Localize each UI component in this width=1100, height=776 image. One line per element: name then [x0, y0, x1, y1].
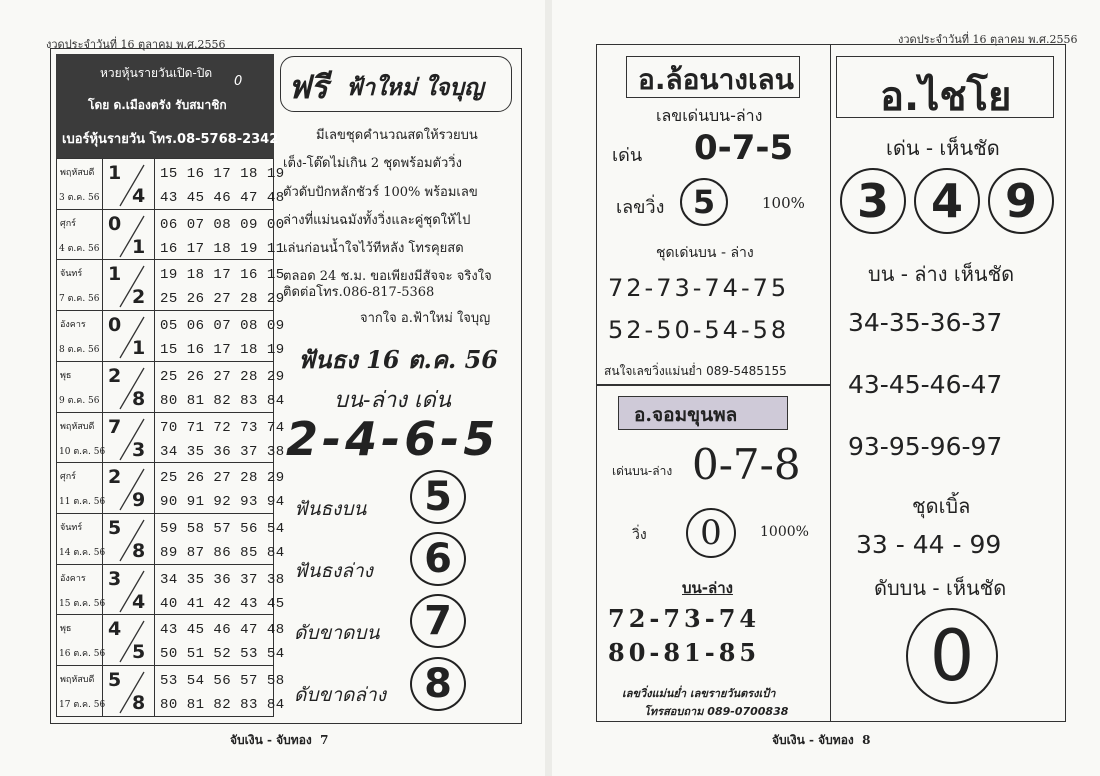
row-date: 3 ต.ค. 56	[59, 193, 100, 203]
row-digit-top: 1	[108, 263, 122, 286]
row-digit-bottom: 8	[132, 387, 146, 410]
row-day: ศุกร์	[60, 472, 76, 483]
run-percent: 100%	[762, 194, 805, 212]
row-digit-bottom: 2	[132, 286, 146, 309]
row-digit-top: 0	[108, 314, 122, 337]
digit-circle	[914, 168, 980, 234]
box2-divider	[596, 384, 830, 386]
row-numbers-top: 25 26 27 28 29	[160, 470, 285, 487]
row-numbers-top: 15 16 17 18 19	[160, 166, 285, 182]
row-digit-top: 5	[108, 669, 122, 691]
paragraph-line: ติดต่อโทร.086-817-5368	[283, 285, 435, 300]
row-digit-bottom: 3	[132, 438, 146, 461]
table-row	[56, 462, 285, 513]
column-divider	[830, 44, 831, 722]
kill-value: 0	[929, 615, 975, 697]
paragraph-line: มีเลขชุดคำนวณสดให้รวยบน	[316, 128, 478, 143]
box2-tb-label: บน-ล่าง	[682, 579, 733, 597]
page-number: 8	[862, 733, 871, 747]
dark-box-line1: หวยหุ้นรายวันเปิด-ปิด	[100, 66, 213, 80]
digit-value: 4	[930, 174, 963, 228]
kill-circle	[906, 608, 998, 704]
pick-label: ฟันธงบน	[294, 498, 367, 520]
row-day: ศุกร์	[60, 218, 76, 229]
free-title: ฟ้าใหม่ ใจบุญ	[346, 74, 484, 101]
double-label: ชุดเบิ้ล	[912, 494, 971, 518]
row-numbers-top: 70 71 72 73 74	[160, 419, 285, 436]
paragraph-line: เล่นก่อนน้ำใจไว้ทีหลัง โทรคุยสด	[283, 241, 464, 256]
row-date: 9 ต.ค. 56	[59, 395, 100, 406]
row-digit-top: 0	[108, 212, 122, 235]
row-digit-bottom: 5	[132, 641, 146, 664]
lead-label: เด่น	[612, 145, 643, 166]
pairs-label: ชุดเด่นบน - ล่าง	[656, 245, 754, 261]
row-numbers-bottom: 80 81 82 83 84	[160, 392, 285, 409]
pick-value: 8	[424, 661, 452, 707]
table-row	[56, 158, 285, 209]
row-numbers-bottom: 40 41 42 43 45	[160, 595, 285, 612]
right-footer	[772, 731, 871, 750]
table-row	[56, 564, 285, 615]
kill-label: ดับบน - เห็นชัด	[874, 576, 1007, 600]
row-digit-bottom: 8	[132, 692, 146, 714]
row-numbers-top: 34 35 36 37 38	[160, 571, 285, 588]
contact-line: สนใจเลขวิ่งแม่นย่ำ 089-5485155	[604, 364, 787, 378]
free-badge: ฟรี	[288, 68, 328, 106]
pick-value: 7	[424, 598, 452, 644]
row-day: จันทร์	[60, 269, 83, 280]
table-row	[56, 209, 285, 260]
box2-run-label: วิ่ง	[632, 527, 647, 543]
row-day: พฤหัสบดี	[60, 421, 95, 432]
pick-label: ดับขาดล่าง	[294, 684, 386, 706]
box2-note: เลขวิ่งแม่นย่ำ เลขรายวันตรงเป้า	[622, 687, 776, 700]
pick-circle	[410, 532, 466, 586]
pick-label: ฟันธงล่าง	[294, 560, 373, 582]
pick-circle	[410, 594, 466, 648]
right-header-date: งวดประจำวันที่ 16 ตุลาคม พ.ศ.2556	[898, 33, 1078, 46]
col2-pair-row: 34-35-36-37	[848, 308, 1003, 337]
dark-box-line3: เบอร์หุ้นรายวัน โทร.08-5768-2342	[62, 132, 279, 147]
digit-circle	[840, 168, 906, 234]
row-digit-bottom: 1	[132, 337, 146, 360]
box2-pairs-row: 72-73-74	[608, 604, 761, 633]
lottery-info-box	[56, 54, 279, 158]
row-numbers-bottom: 89 87 86 85 84	[160, 544, 285, 561]
row-numbers-top: 53 54 56 57 58	[160, 673, 285, 689]
row-digit-bottom: 1	[132, 235, 146, 258]
col2-tb-label: บน - ล่าง เห็นชัด	[868, 262, 1015, 286]
table-row	[56, 614, 285, 665]
row-numbers-bottom: 90 91 92 93 94	[160, 494, 285, 511]
row-date: 14 ต.ค. 56	[59, 547, 106, 558]
box2-title: อ.จอมขุนพล	[634, 404, 738, 426]
pick-label: ดับขาดบน	[294, 622, 380, 644]
box2-run-value: 0	[700, 513, 722, 553]
table-row	[56, 259, 285, 310]
row-digit-bottom: 4	[132, 590, 146, 613]
row-date: 7 ต.ค. 56	[59, 294, 100, 305]
paragraph-line: ตลอด 24 ช.ม. ขอเพียงมีสัจจะ จริงใจ	[283, 269, 492, 284]
footer-title: จับเงิน - จับทอง	[772, 733, 854, 747]
row-digit-bottom: 8	[132, 539, 146, 562]
digit-value: 9	[1004, 174, 1037, 228]
footer-title: จับเงิน - จับทอง	[230, 733, 312, 747]
row-day: พฤหัสบดี	[60, 675, 95, 685]
row-numbers-top: 19 18 17 16 15	[160, 267, 285, 284]
row-numbers-bottom: 50 51 52 53 54	[160, 646, 285, 663]
paragraph-line: เต็ง-โต๊ดไม่เกิน 2 ชุดพร้อมตัววิ่ง	[283, 156, 462, 171]
row-numbers-bottom: 34 35 36 37 38	[160, 443, 285, 460]
row-numbers-top: 06 07 08 09 00	[160, 216, 285, 233]
table-row	[56, 513, 285, 564]
col1-subtitle: เลขเด่นบน-ล่าง	[656, 106, 763, 125]
row-numbers-top: 59 58 57 56 54	[160, 520, 285, 537]
digit-circle	[988, 168, 1054, 234]
col2-pair-row: 43-45-46-47	[848, 370, 1003, 399]
paragraph-line: ล่างที่แม่นฉมังทั้งวิ่งและคู่ชุดให้ไป	[283, 213, 471, 228]
table-row	[56, 412, 285, 463]
row-digit-bottom: 4	[132, 185, 146, 207]
draw-date: ฟันธง 16 ต.ค. 56	[298, 345, 498, 374]
col2-title: อ.ไชโย	[880, 74, 1012, 120]
double-value: 33 - 44 - 99	[856, 530, 1002, 559]
row-date: 10 ต.ค. 56	[59, 446, 106, 457]
row-day: จันทร์	[60, 522, 83, 533]
row-date: 17 ต.ค. 56	[59, 700, 106, 710]
row-digit-bottom: 9	[132, 489, 146, 512]
table-row	[56, 361, 285, 412]
row-date: 16 ต.ค. 56	[59, 649, 106, 660]
row-day: อังคาร	[60, 320, 86, 331]
table-bottom-border	[56, 716, 274, 717]
table-row	[56, 665, 285, 716]
row-date: 8 ต.ค. 56	[59, 345, 100, 356]
run-label: เลขวิ่ง	[616, 197, 665, 218]
main-numbers: 2-4-6-5	[286, 412, 500, 466]
col2-pair-row: 93-95-96-97	[848, 432, 1003, 461]
row-numbers-bottom: 43 45 46 47 48	[160, 190, 285, 206]
pick-value: 5	[424, 474, 452, 520]
signoff: จากใจ อ.ฟ้าใหม่ ใจบุญ	[360, 311, 491, 326]
row-digit-top: 7	[108, 415, 122, 438]
box2-lead-label: เด่นบน-ล่าง	[612, 464, 673, 478]
table-row	[56, 310, 285, 361]
pick-circle	[410, 470, 466, 524]
row-numbers-top: 43 45 46 47 48	[160, 622, 285, 639]
row-numbers-bottom: 15 16 17 18 19	[160, 342, 285, 359]
run-value: 5	[692, 183, 716, 221]
pairs-row: 52-50-54-58	[608, 316, 790, 344]
box2-note: โทรสอบถาม 089-0700838	[644, 705, 789, 718]
col2-lead-label: เด่น - เห็นชัด	[886, 136, 1000, 160]
paragraph-line: ตัวดับปักหลักชัวร์ 100% พร้อมเลข	[283, 185, 478, 200]
top-bottom-label: บน-ล่าง เด่น	[334, 388, 451, 413]
lead-value: 0-7-5	[694, 128, 794, 168]
left-header-date: งวดประจำวันที่ 16 ตุลาคม พ.ศ.2556	[46, 38, 226, 51]
pick-circle	[410, 657, 466, 711]
row-digit-top: 3	[108, 567, 122, 590]
row-day: อังคาร	[60, 573, 86, 584]
row-day: พุธ	[60, 624, 72, 635]
box2-run-percent: 1000%	[760, 524, 809, 540]
pick-value: 6	[424, 536, 452, 582]
row-numbers-top: 05 06 07 08 09	[160, 318, 285, 335]
row-digit-top: 4	[108, 618, 122, 641]
row-digit-top: 2	[108, 364, 122, 387]
row-digit-top: 2	[108, 466, 122, 489]
page-number: 7	[320, 733, 329, 747]
row-numbers-bottom: 16 17 18 19 11	[160, 240, 285, 257]
box2-run-circle	[686, 508, 736, 558]
dark-box-mark: 0	[234, 74, 243, 89]
box2-lead-value: 0-7-8	[692, 440, 801, 489]
row-digit-top: 5	[108, 516, 122, 539]
row-numbers-bottom: 80 81 82 83 84	[160, 697, 285, 713]
pairs-row: 72-73-74-75	[608, 274, 790, 302]
row-date: 4 ต.ค. 56	[59, 243, 100, 254]
row-date: 15 ต.ค. 56	[59, 598, 106, 609]
right-page	[552, 0, 1100, 776]
row-day: พฤหัสบดี	[60, 168, 95, 178]
digit-value: 3	[856, 174, 889, 228]
box2-pairs-row: 80-81-85	[608, 638, 761, 667]
dark-box-line2: โดย ด.เมืองตรัง รับสมาชิก	[88, 98, 227, 112]
row-digit-top: 1	[108, 162, 122, 184]
row-day: พุธ	[60, 370, 72, 381]
row-numbers-top: 25 26 27 28 29	[160, 368, 285, 385]
left-footer	[230, 731, 329, 750]
row-numbers-bottom: 25 26 27 28 29	[160, 291, 285, 308]
run-circle	[680, 178, 728, 226]
col1-title: อ.ล้อนางเลน	[638, 63, 794, 96]
row-date: 11 ต.ค. 56	[59, 497, 106, 508]
